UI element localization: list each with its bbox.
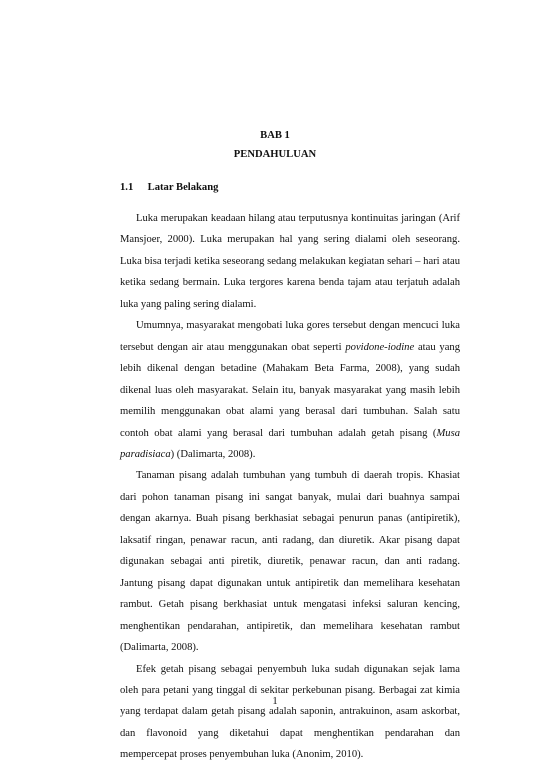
paragraph-2-part-c: ) (Dalimarta, 2008).: [170, 448, 256, 460]
paragraph-2-species-name: Musa paradisiaca: [120, 427, 460, 460]
section-title: Latar Belakang: [147, 182, 219, 193]
chapter-title: PENDAHULUAN: [233, 149, 317, 160]
section-heading: [120, 182, 218, 193]
paragraph-4: Efek getah pisang sebagai penyembuh luka sudah digunakan sejak lama oleh para petani yang tinggal di sekitar perkebunan pisang. Berbagai zat kimia yang terdapat dalam getah pisang adalah saponin, antrakuinon, asam askorbat, dan flavonoid yang diketahui dapat menghentikan pendarahan dan mempercepat proses penyembuhan luka (Anonim, 2010).: [120, 663, 460, 761]
paragraph-2-italic-term: povidone-iodine: [345, 341, 415, 353]
paragraph-3: Tanaman pisang adalah tumbuhan yang tumbuh di daerah tropis. Khasiat dari pohon tanaman pisang ini sangat banyak, mulai dari buahnya sampai dengan akarnya. Buah pisang berkhasiat sebagai penurun panas (antipiretik), laksatif ringan, penawar racun, anti radang, dan diuretik. Akar pisang dapat digunakan sebagai anti piretik, diuretik, penawar racun, dan anti radang. Jantung pisang dapat digunakan untuk antipiretik dan memelihara kesehatan rambut. Getah pisang berkhasiat untuk mengatasi infeksi saluran kencing, menghentikan pendarahan, antipiretik, dan memelihara kesehatan rambut (Dalimarta, 2008).: [120, 470, 460, 654]
body-text: [120, 208, 460, 766]
paragraph-2: [120, 315, 460, 465]
page-number: 1: [272, 696, 278, 707]
paragraph-2-part-b: atau yang lebih dikenal dengan betadine (Mahakam Beta Farma, 2008), yang sudah dikenal luas oleh masyarakat. Selain itu, banyak masyarakat yang masih lebih memilih menggunakan obat alami yang berasal dari tumbuhan. Salah satu contoh obat alami yang berasal dari tumbuhan adalah getah pisang (: [120, 341, 460, 439]
paragraph-2-part-a: Umumnya, masyarakat mengobati luka gores tersebut dengan mencuci luka tersebut dengan air atau menggunakan obat seperti: [120, 320, 460, 353]
paragraph-1: Luka merupakan keadaan hilang atau terputusnya kontinuitas jaringan (Arif Mansjoer, 2000). Luka merupakan hal yang sering dialami oleh seseorang. Luka bisa terjadi ketika seseorang sedang melakukan kegiatan sehari – hari atau ketika sedang bermain. Luka tergores karena benda tajam atau terjatuh adalah luka yang paling sering dialami.: [120, 213, 460, 310]
chapter-number: BAB 1: [260, 130, 290, 141]
section-number: 1.1: [120, 182, 134, 193]
